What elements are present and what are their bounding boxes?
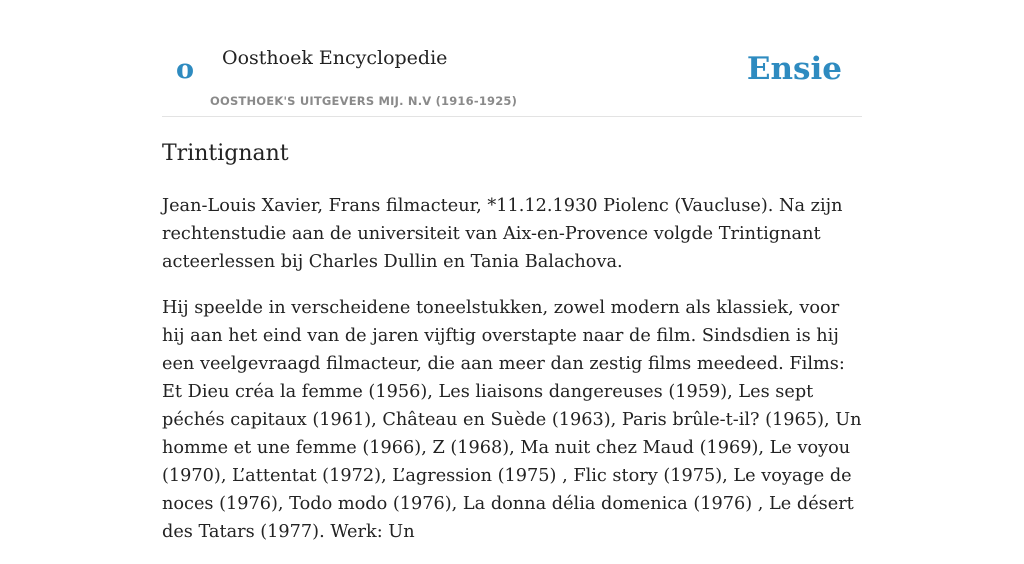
article-paragraph: Hij speelde in verscheidene toneelstukken, zowel modern als klassiek, voor hij aan het eind van de jaren vijftig overstapte naar de film. Sindsdien is hij een veelgevraagd filmacteur, die aan meer dan zestig films meedeed. Films: Et Dieu créa la femme (1956), Les liaisons dangereuses (1959), Les sept péchés capitaux (1961), Château en Suède (1963), Paris brûle-t-il? (1965), Un homme et une femme (1966), Z (1968), Ma nuit chez Maud (1969), Le voyou (1970), L’attentat (1972), L’agression (1975) , Flic story (1975), Le voyage de noces (1976), Todo modo (1976), La donna délia domenica (1976) , Le désert des Tatars (1977). Werk: Un <box>162 298 862 542</box>
article <box>162 138 862 564</box>
site-logo[interactable]: o <box>176 54 195 85</box>
article-paragraph: Jean-Louis Xavier, Frans filmacteur, *11.12.1930 Piolenc (Vaucluse). Na zijn rechtenstudie aan de universiteit van Aix-en-Provence volgde Trintignant acteerlessen bij Charles Dullin en Tania Balachova. <box>162 196 843 272</box>
site-subtitle: OOSTHOEK'S UITGEVERS MIJ. N.V (1916-1925) <box>210 94 518 108</box>
ensie-home-link[interactable]: Ensie <box>746 51 842 87</box>
article-title: Trintignant <box>162 141 289 166</box>
site-header <box>162 0 862 117</box>
site-title: Oosthoek Encyclopedie <box>222 47 448 69</box>
